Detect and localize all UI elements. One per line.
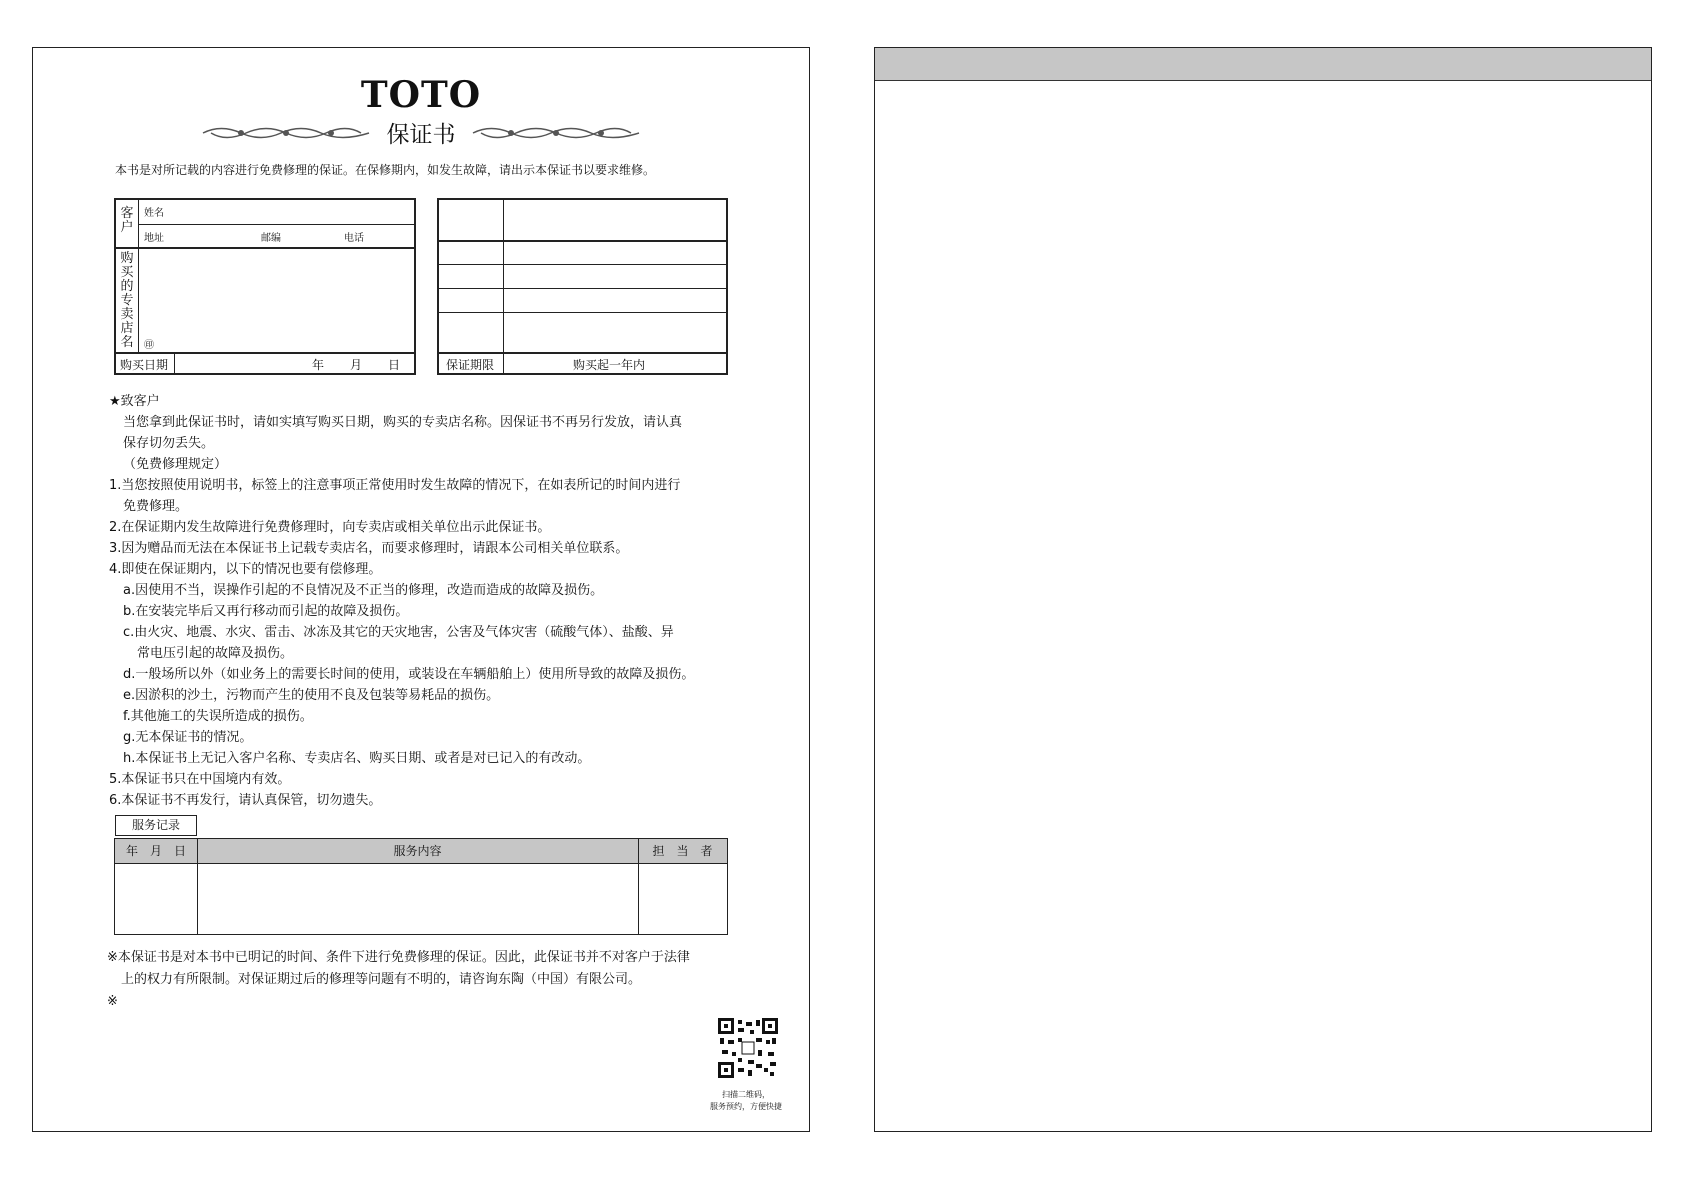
rule-sub-item: 常电压引起的故障及损伤。 bbox=[137, 646, 294, 661]
seal-mark: ㊞ bbox=[144, 340, 154, 351]
purchase-month-label[interactable]: 月 bbox=[350, 358, 363, 372]
rule-sub-item: e.因淤积的沙土，污物而产生的使用不良及包装等易耗品的损伤。 bbox=[123, 688, 500, 703]
blank-page bbox=[874, 47, 1652, 1132]
qr-caption-line: 扫描二维码， bbox=[722, 1090, 770, 1099]
rule-sub-item: d.一般场所以外（如业务上的需要长时间的使用，或装设在车辆船舶上）使用所导致的故障及损伤。 bbox=[123, 667, 695, 682]
service-record-table bbox=[114, 838, 728, 935]
service-record-tag: 服务记录 bbox=[115, 815, 197, 836]
phone-field-label[interactable]: 电话 bbox=[344, 233, 364, 244]
purchase-day-label[interactable]: 日 bbox=[388, 358, 401, 372]
rule-sub-item: f.其他施工的失误所造成的损伤。 bbox=[123, 709, 313, 724]
customer-label: 客户 bbox=[120, 206, 134, 235]
rule-sub-item: h.本保证书上无记入客户名称、专卖店名、购买日期、或者是对已记入的有改动。 bbox=[123, 751, 591, 766]
footnote-line: ※本保证书是对本书中已明记的时间、条件下进行免费修理的保证。因此，此保证书并不对客户于法律 bbox=[107, 950, 690, 965]
page-title: 保证书 bbox=[386, 122, 456, 148]
purchase-year-label[interactable]: 年 bbox=[312, 358, 325, 372]
product-info-box bbox=[437, 198, 728, 375]
title-row bbox=[33, 116, 809, 149]
store-label: 购买的专卖店名 bbox=[120, 251, 134, 350]
rule-sub-item: b.在安装完毕后又再行移动而引起的故障及损伤。 bbox=[123, 604, 409, 619]
rule-item: 6.本保证书不再发行，请认真保管，切勿遗失。 bbox=[109, 793, 382, 808]
toto-logo: TOTO bbox=[360, 74, 482, 116]
footnote-line: 上的权力有所限制。对保证期过后的修理等问题有不明的，请咨询东陶（中国）有限公司。 bbox=[121, 972, 642, 987]
col-person: 担 当 者 bbox=[652, 844, 713, 858]
col-content: 服务内容 bbox=[393, 844, 442, 858]
postcode-field-label[interactable]: 邮编 bbox=[261, 233, 281, 244]
customer-box bbox=[114, 198, 416, 375]
name-field-label[interactable]: 姓名 bbox=[144, 208, 164, 219]
rule-item: 2.在保证期内发生故障进行免费修理时，向专卖店或相关单位出示此保证书。 bbox=[109, 520, 551, 535]
notice-text bbox=[109, 391, 694, 811]
rule-item: 5.本保证书只在中国境内有效。 bbox=[109, 772, 291, 787]
col-date: 年 月 日 bbox=[125, 844, 186, 858]
purchase-date-label: 购买日期 bbox=[120, 358, 169, 372]
rule-sub-item: a.因使用不当，误操作引起的不良情况及不正当的修理，改造而造成的故障及损伤。 bbox=[123, 583, 604, 598]
header-bar bbox=[875, 48, 1651, 81]
rule-item: 免费修理。 bbox=[123, 499, 189, 514]
rule-sub-item: g.无本保证书的情况。 bbox=[123, 730, 253, 745]
rule-sub-item: c.由火灾、地震、水灾、雷击、冰冻及其它的天灾地害，公害及气体灾害（硫酸气体）、盐酸、异 bbox=[123, 625, 674, 640]
rule-item: 4.即使在保证期内，以下的情况也要有偿修理。 bbox=[109, 562, 382, 577]
address-field-label[interactable]: 地址 bbox=[144, 233, 164, 244]
warranty-period-value: 购买起一年内 bbox=[573, 358, 646, 372]
notice-intro-line: 当您拿到此保证书时，请如实填写购买日期，购买的专卖店名称。因保证书不再另行发放，请认真 bbox=[123, 415, 683, 430]
footnote bbox=[107, 947, 690, 1013]
ornament-right-icon bbox=[471, 122, 641, 144]
rule-item: 1.当您按照使用说明书，标签上的注意事项正常使用时发生故障的情况下，在如表所记的时间内进行 bbox=[109, 478, 681, 493]
qr-caption-line: 服务预约，方便快捷 bbox=[710, 1102, 782, 1111]
qr-caption bbox=[701, 1089, 791, 1113]
rules-title: （免费修理规定） bbox=[123, 457, 228, 472]
qr-code-icon[interactable] bbox=[718, 1018, 778, 1078]
rule-item: 3.因为赠品而无法在本保证书上记载专卖店名，而要求修理时，请跟本公司相关单位联系。 bbox=[109, 541, 629, 556]
footnote-line: ※ bbox=[107, 994, 118, 1009]
notice-intro-line: 保存切勿丢失。 bbox=[123, 436, 215, 451]
intro-text: 本书是对所记载的内容进行免费修理的保证。在保修期内，如发生故障，请出示本保证书以要求维修。 bbox=[115, 163, 656, 177]
ornament-left-icon bbox=[201, 122, 371, 144]
warranty-period-label: 保证期限 bbox=[446, 358, 495, 372]
warranty-card bbox=[32, 47, 810, 1132]
notice-heading: ★致客户 bbox=[109, 394, 160, 409]
